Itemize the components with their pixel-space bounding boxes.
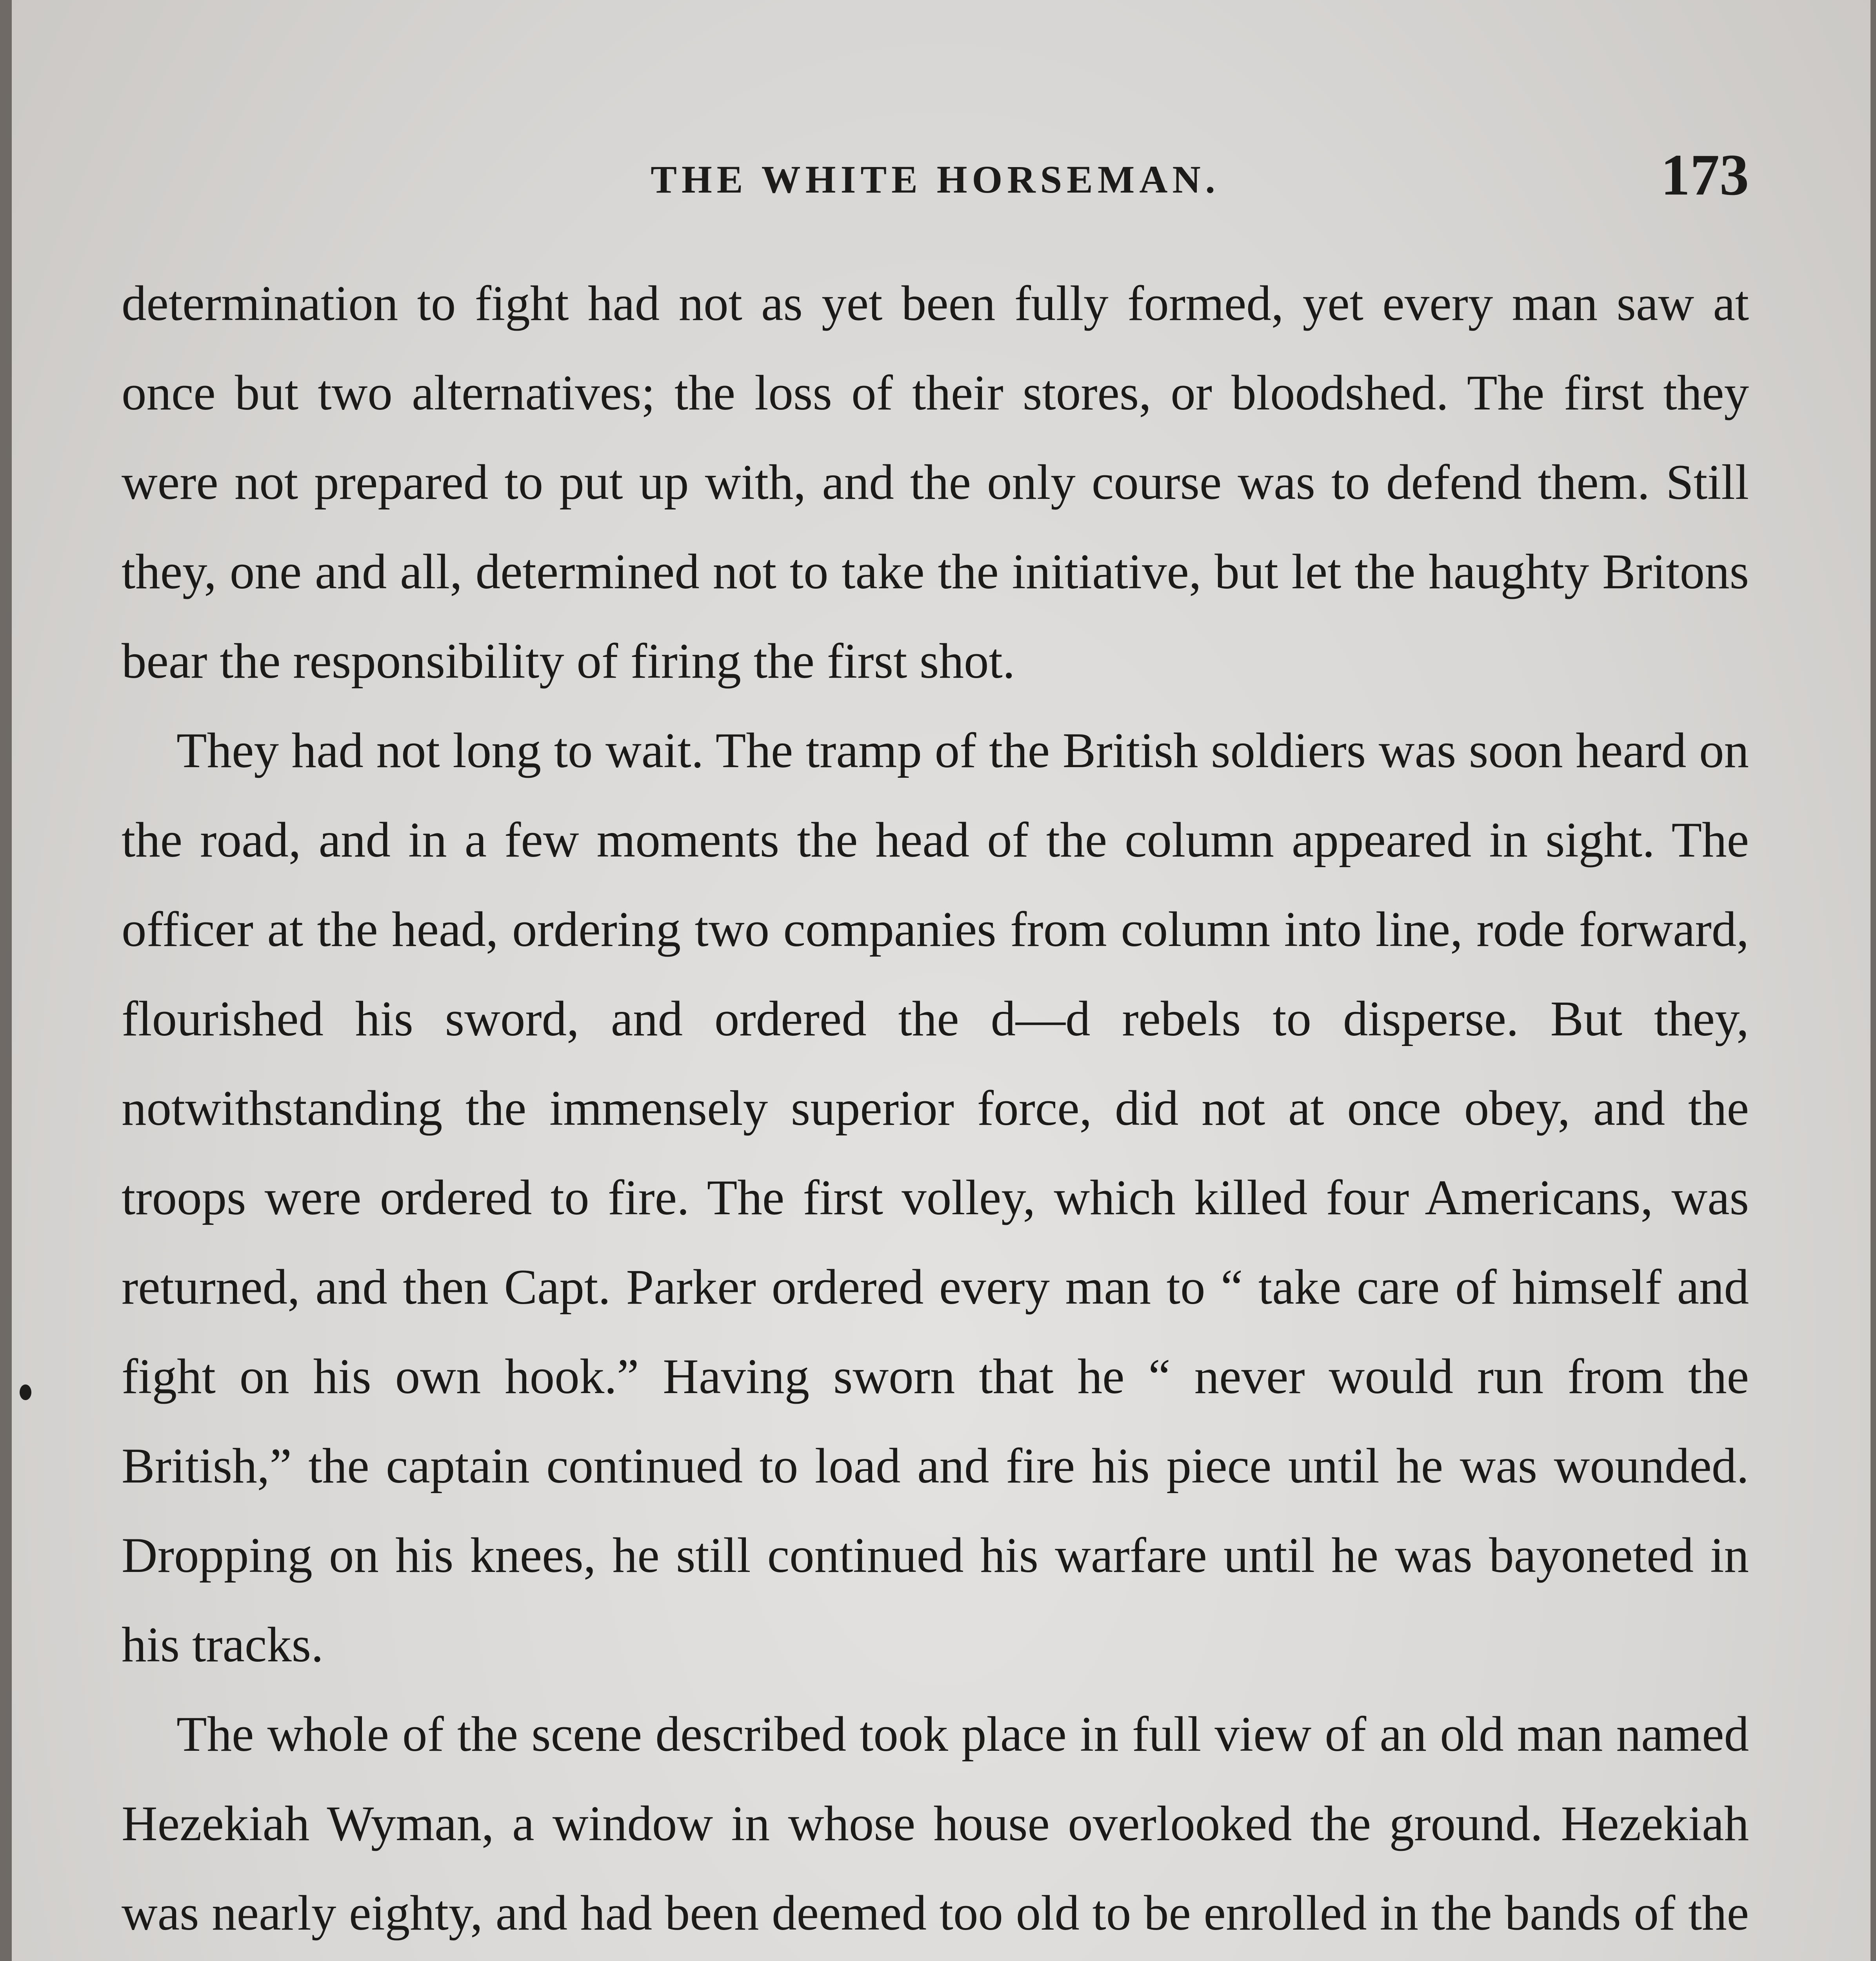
page-number: 173 (1661, 142, 1749, 207)
paragraph-continued: determination to fight had not as yet been fully formed, yet every man saw at once but two alternatives; the loss of their stores, or bloodshed. The first they were not prepared to put up with, and the only course was to defend them. Still they, one and all, determined not to take the initiative, but let the haughty Britons bear the responsibility of firing the first shot. (122, 276, 1749, 689)
margin-ink-dot (20, 1384, 31, 1400)
book-page (12, 0, 1871, 1961)
running-head (122, 141, 1749, 212)
paragraph: The whole of the scene described took place in full view of an old man named Hezekiah Wyman, a window in whose house overlooked the ground. Hezekiah was nearly eighty, and had been deemed too old to be enrolled in the bands of the (122, 1707, 1749, 1941)
body-text (122, 259, 1749, 1961)
running-title: THE WHITE HORSEMAN. (651, 158, 1220, 201)
paragraph: They had not long to wait. The tramp of the British soldiers was soon heard on the road, and in a few moments the head of the column appeared in sight. The officer at the head, ordering two companies from column into line, rode forward, flourished his sword, and ordered the d—d rebels to disperse. But they, notwithstanding the immensely superior force, did not at once obey, and the troops were ordered to fire. The first volley, which killed four Americans, was returned, and then Capt. Parker ordered every man to “ take care of himself and fight on his own hook.” Having sworn that he “ never would run from the British,” the captain continued to load and fire his piece until he was wounded. Dropping on his knees, he still continued his warfare until he was bayoneted in his tracks. (122, 723, 1749, 1672)
